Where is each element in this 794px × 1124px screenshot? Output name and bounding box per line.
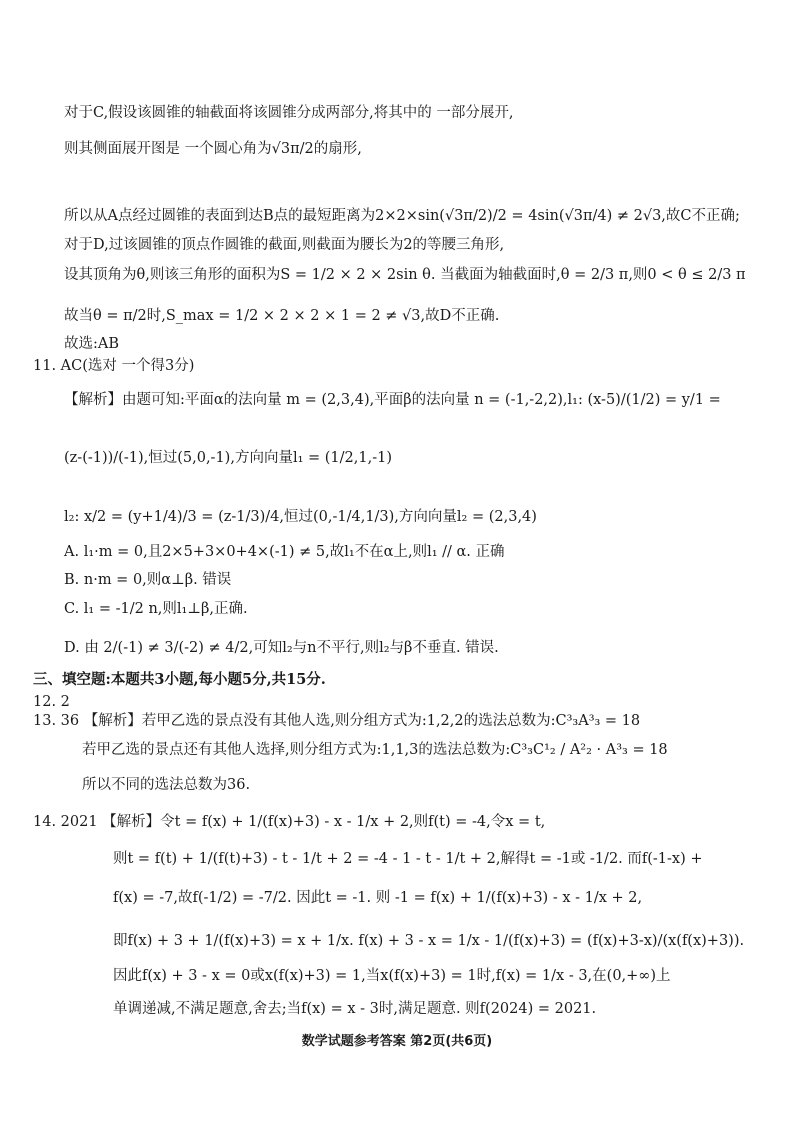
text-line-l01: 对于C,假设该圆锥的轴截面将该圆锥分成两部分,将其中的 一部分展开, [64, 105, 514, 121]
page-footer: 数学试题参考答案 第2页(共6页) [301, 1034, 493, 1049]
text-line-l04: 对于D,过该圆锥的顶点作圆锥的截面,则截面为腰长为2的等腰三角形, [64, 237, 505, 253]
text-line-l26: 单调递减,不满足题意,舍去;当f(x) = x - 3时,满足题意. 则f(2024) = 2021. [113, 1001, 597, 1017]
text-line-l11: l₂: x/2 = (y+1/4)/3 = (z-1/3)/4,恒过(0,-1/4,1/3),方向向量l₂ = (2,3,4) [64, 509, 537, 525]
text-line-l02: 则其侧面展开图是 一个圆心角为√3π/2的扇形, [64, 141, 362, 157]
text-line-l06: 故当θ = π/2时,S_max = 1/2 × 2 × 2 × 1 = 2 ≠ √3,故D不正确. [64, 308, 500, 324]
text-line-l18: 13. 36 【解析】若甲乙选的景点没有其他人选,则分组方式为:1,2,2的选法总数为:C³₃A³₃ = 18 [33, 713, 641, 729]
text-line-l25: 因此f(x) + 3 - x = 0或x(f(x)+3) = 1,当x(f(x)+3) = 1时,f(x) = 1/x - 3,在(0,+∞)上 [113, 968, 671, 984]
text-line-l09: 【解析】由题可知:平面α的法向量 m = (2,3,4),平面β的法向量 n = (-1,-2,2),l₁: (x-5)/(1/2) = y/1 = [64, 392, 721, 408]
text-line-l12: A. l₁·m = 0,且2×5+3×0+4×(-1) ≠ 5,故l₁不在α上,则l₁ // α. 正确 [64, 544, 505, 560]
text-line-l13: B. n·m = 0,则α⊥β. 错误 [64, 572, 232, 588]
text-line-l14: C. l₁ = -1/2 n,则l₁⊥β,正确. [64, 601, 248, 617]
text-line-l10: (z-(-1))/(-1),恒过(5,0,-1),方向向量l₁ = (1/2,1,-1) [64, 450, 392, 466]
text-line-l16: 三、填空题:本题共3小题,每小题5分,共15分. [33, 671, 326, 688]
text-line-l24: 即f(x) + 3 + 1/(f(x)+3) = x + 1/x. f(x) + 3 - x = 1/x - 1/(f(x)+3) = (f(x)+3-x)/(x(f(x)+3)). [113, 933, 745, 949]
text-line-l19: 若甲乙选的景点还有其他人选择,则分组方式为:1,1,3的选法总数为:C³₃C¹₂ / A²₂ · A³₃ = 18 [82, 742, 668, 758]
text-line-l03: 所以从A点经过圆锥的表面到达B点的最短距离为2×2×sin(√3π/2)/2 = 4sin(√3π/4) ≠ 2√3,故C不正确; [64, 208, 740, 224]
text-line-l17: 12. 2 [33, 694, 70, 710]
text-line-l21: 14. 2021 【解析】令t = f(x) + 1/(f(x)+3) - x - 1/x + 2,则f(t) = -4,令x = t, [33, 814, 546, 830]
text-line-l20: 所以不同的选法总数为36. [82, 777, 251, 793]
text-line-l05: 设其顶角为θ,则该三角形的面积为S = 1/2 × 2 × 2sin θ. 当截面为轴截面时,θ = 2/3 π,则0 < θ ≤ 2/3 π [64, 267, 746, 283]
text-line-l08: 11. AC(选对 一个得3分) [33, 358, 195, 374]
text-line-l22: 则t = f(t) + 1/(f(t)+3) - t - 1/t + 2 = -4 - 1 - t - 1/t + 2,解得t = -1或 -1/2. 而f(-1-x) + [113, 851, 703, 867]
text-line-l15: D. 由 2/(-1) ≠ 3/(-2) ≠ 4/2,可知l₂与n不平行,则l₂与β不垂直. 错误. [64, 640, 499, 656]
text-line-l23: f(x) = -7,故f(-1/2) = -7/2. 因此t = -1. 则 -1 = f(x) + 1/(f(x)+3) - x - 1/x + 2, [113, 890, 643, 906]
text-line-l07: 故选:AB [64, 336, 120, 352]
